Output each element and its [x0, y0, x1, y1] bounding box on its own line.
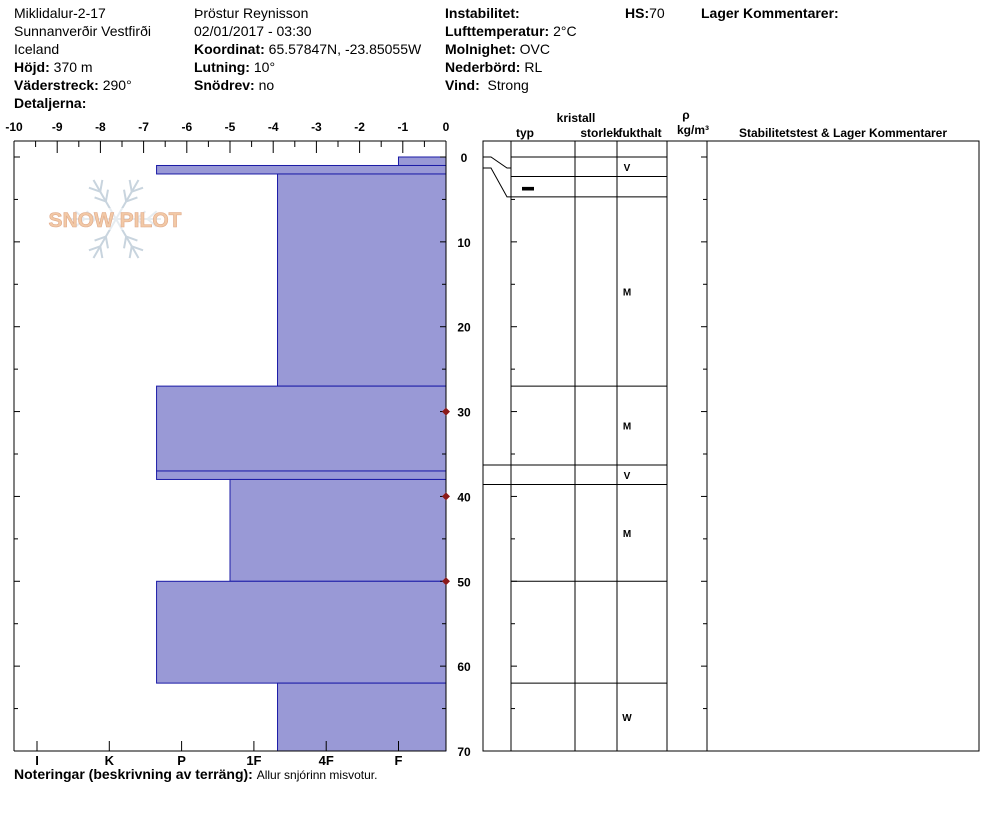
- notes-text: Allur snjórinn misvotur.: [256, 768, 378, 782]
- temp-tick-label: -3: [311, 120, 322, 134]
- layer-comments-label: Lager Kommentarer:: [701, 5, 839, 21]
- location-name: Miklidalur-2-17: [14, 5, 106, 21]
- moisture-label: V: [623, 470, 631, 482]
- layer-table: [483, 108, 979, 751]
- table-header: kristall: [556, 111, 596, 125]
- depth-tick-label: 70: [457, 745, 471, 759]
- hardness-bar: [278, 174, 446, 386]
- temp-tick-label: -8: [95, 120, 106, 134]
- notes-row: [14, 766, 377, 782]
- wind-label: Vind:: [445, 77, 480, 93]
- hardness-bar: [278, 683, 446, 751]
- table-border: [483, 141, 979, 751]
- sky-label: Molnighet:: [445, 41, 516, 57]
- temp-tick-label: -5: [224, 120, 236, 134]
- air-temp-value: 2°C: [553, 23, 577, 39]
- snowflake-branch: [106, 237, 108, 249]
- table-header: ρ: [682, 108, 690, 122]
- temp-tick-label: -7: [138, 120, 149, 134]
- wind-value: Strong: [487, 77, 529, 93]
- precip-label: Nederbörd:: [445, 59, 521, 75]
- hardness-bar: [157, 471, 446, 479]
- slope-value: 10°: [253, 59, 276, 75]
- hardness-bar: [157, 165, 446, 173]
- snowflake-branch: [124, 190, 126, 202]
- hardness-tick-label: 1F: [246, 753, 262, 765]
- hardness-bar: [398, 157, 446, 165]
- hardness-tick-label: K: [104, 753, 114, 765]
- layer-connector: [483, 168, 511, 197]
- hardness-tick-label: P: [177, 753, 186, 765]
- snowflake-branch: [124, 237, 126, 249]
- depth-tick-label: 10: [457, 235, 471, 250]
- sky-value: OVC: [519, 41, 550, 57]
- coords-label: Koordinat:: [194, 41, 265, 57]
- snowflake-branch: [106, 190, 108, 202]
- snowflake-branch: [100, 180, 102, 192]
- air-temp-label: Lufttemperatur:: [445, 23, 550, 39]
- elevation-label: Höjd:: [14, 59, 50, 75]
- notes-label: Noteringar (beskrivning av terräng):: [14, 766, 253, 782]
- details-label: Detaljerna:: [14, 95, 87, 111]
- temp-tick-label: -1: [397, 120, 409, 134]
- aspect-label: Väderstreck:: [14, 77, 99, 93]
- hardness-tick-label: 4F: [318, 753, 334, 765]
- depth-tick-label: 30: [457, 405, 471, 420]
- moisture-label: V: [623, 162, 631, 174]
- moisture-label: W: [622, 713, 632, 725]
- hardness-bar: [157, 386, 446, 471]
- drift-label: Snödrev:: [194, 77, 255, 93]
- table-header: kg/m³: [676, 123, 710, 137]
- snowflake-branch: [130, 246, 132, 258]
- grain-type-symbol: ▬: [522, 179, 534, 194]
- region-name: Sunnanverðir Vestfirði: [14, 23, 151, 39]
- hardness-bar: [157, 581, 446, 683]
- depth-tick-label: 60: [457, 660, 471, 675]
- hardness-bars: [157, 157, 446, 751]
- depth-tick-label: 40: [457, 490, 471, 505]
- layer-connector: [483, 157, 511, 168]
- instability-label: Instabilitet:: [445, 5, 520, 21]
- aspect-value: 290°: [102, 77, 132, 93]
- logo-text: SNOW PILOT: [48, 209, 182, 232]
- snowflake-branch: [100, 246, 102, 258]
- moisture-label: M: [622, 528, 632, 540]
- hardness-tick-label: F: [394, 753, 403, 765]
- depth-tick-label: 20: [457, 320, 471, 335]
- temp-tick-label: -2: [354, 120, 365, 134]
- snowflake-branch: [130, 180, 132, 192]
- precip-value: RL: [524, 59, 543, 75]
- observer-name: Þröstur Reynisson: [194, 5, 309, 21]
- elevation-value: 370 m: [53, 59, 93, 75]
- temp-tick-label: -6: [181, 120, 193, 134]
- hardness-bar: [230, 479, 446, 581]
- country-name: Iceland: [14, 41, 60, 57]
- hs-label: HS:: [625, 5, 650, 21]
- temp-tick-label: 0: [442, 120, 450, 134]
- depth-tick-label: 50: [457, 575, 471, 590]
- hs-value: 70: [649, 5, 665, 21]
- observation-datetime: 02/01/2017 - 03:30: [194, 23, 312, 39]
- depth-tick-label: 0: [460, 151, 468, 165]
- moisture-label: M: [622, 421, 632, 433]
- temperature-axis: [5, 120, 449, 153]
- moisture-label: M: [622, 287, 632, 299]
- table-header: fukthalt: [618, 126, 662, 140]
- temp-tick-label: -9: [51, 120, 63, 134]
- temp-tick-label: -4: [267, 120, 279, 134]
- table-header: storlek: [580, 126, 620, 140]
- coords-value: 65.57847N, -23.85055W: [268, 41, 422, 57]
- hardness-tick-label: I: [35, 753, 39, 765]
- drift-value: no: [258, 77, 275, 93]
- table-header: typ: [516, 126, 534, 140]
- slope-label: Lutning:: [194, 59, 250, 75]
- table-header: Stabilitetstest & Lager Kommentarer: [738, 126, 948, 140]
- temp-tick-label: -10: [5, 120, 23, 134]
- snowpilot-logo: [38, 180, 192, 258]
